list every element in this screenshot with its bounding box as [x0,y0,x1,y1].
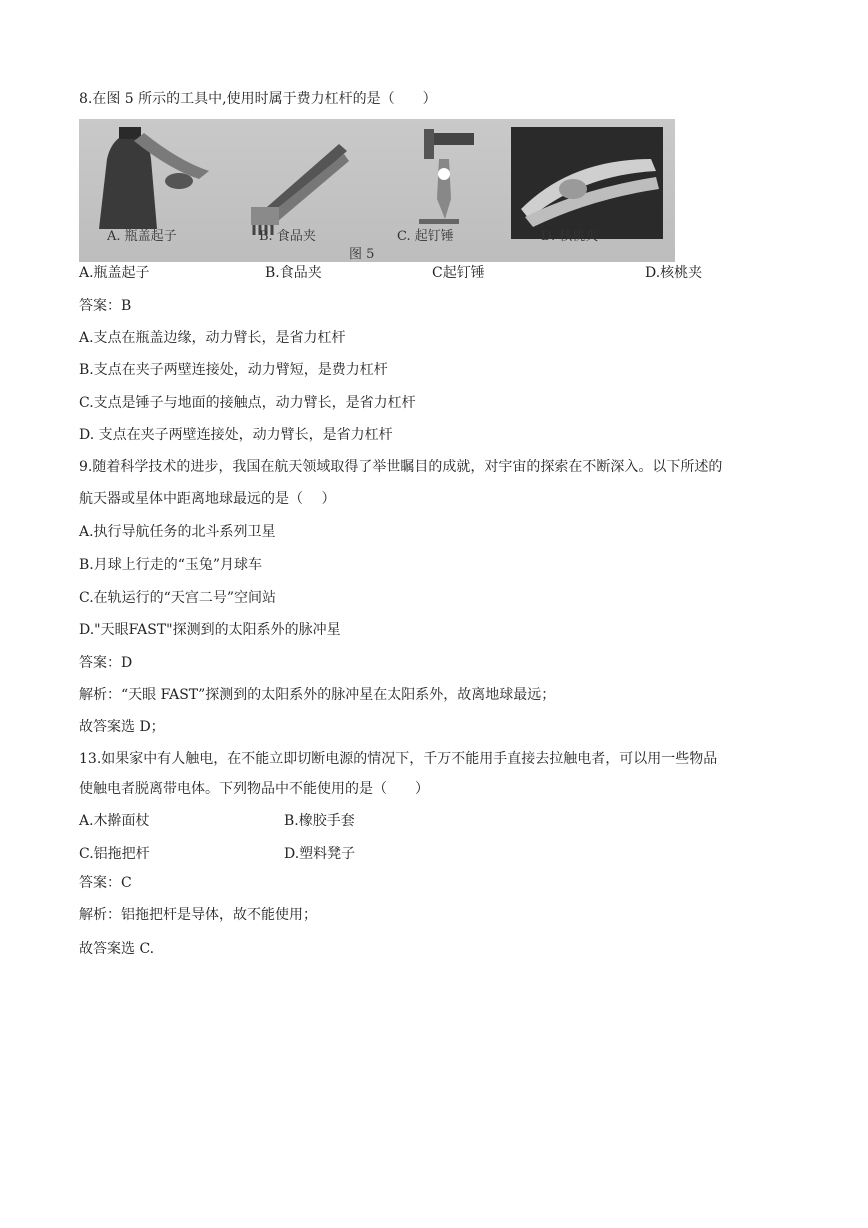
q9-stem-line2: 航天器或星体中距离地球最远的是（ ） [79,491,336,507]
q9-stem-line1: 9.随着科学技术的进步，我国在航天领域取得了举世瞩目的成就，对宇宙的探索在不断深入。以下所述的 [79,459,723,475]
figure-caption-c: C. 起钉锤 [397,229,454,244]
q8-explanation-d: D. 支点在夹子两壁连接处，动力臂长，是省力杠杆 [79,427,393,443]
q9-option-d: D."天眼FAST"探测到的太阳系外的脉冲星 [79,622,341,638]
q8-answer: 答案：B [79,298,132,314]
q8-stem: 8.在图 5 所示的工具中,使用时属于费力杠杆的是（ ） [79,91,437,107]
q13-option-b: B.橡胶手套 [284,813,355,829]
q9-conclusion: 故答案选 D； [79,719,165,735]
q9-answer: 答案：D [79,655,133,671]
figure-caption-b: B. 食品夹 [259,229,316,244]
q9-option-c: C.在轨运行的“天宫二号”空间站 [79,590,276,606]
q8-explanation-c: C.支点是锤子与地面的接触点，动力臂长，是省力杠杆 [79,395,416,411]
q8-option-b: B.食品夹 [265,265,322,281]
q13-answer: 答案：C [79,875,132,891]
q13-option-c: C.铝拖把杆 [79,846,150,862]
q13-stem-line1: 13.如果家中有人触电，在不能立即切断电源的情况下，千万不能用手直接去拉触电者，可以用一些物品 [79,751,718,767]
q13-stem-line2: 使触电者脱离带电体。下列物品中不能使用的是（ ） [79,781,429,797]
q9-analysis: 解析：“天眼 FAST”探测到的太阳系外的脉冲星在太阳系外，故离地球最远； [79,687,556,703]
q13-option-a: A.木擀面杖 [79,813,150,829]
q9-option-a: A.执行导航任务的北斗系列卫星 [79,524,276,540]
q9-option-b: B.月球上行走的“玉兔”月球车 [79,557,263,573]
q8-explanation-b: B.支点在夹子两壁连接处，动力臂短，是费力杠杆 [79,362,388,378]
q13-analysis: 解析：铝拖把杆是导体，故不能使用； [79,907,317,923]
figure-caption-d: D. 核桃夹 [541,229,599,244]
figure-label: 图 5 [349,247,375,262]
q8-explanation-a: A.支点在瓶盖边缘，动力臂长，是省力杠杆 [79,330,346,346]
q8-option-a: A.瓶盖起子 [79,265,150,281]
q13-option-d: D.塑料凳子 [284,846,356,862]
q8-figure-image [79,119,675,262]
q8-option-c: C起钉锤 [432,265,485,281]
q13-conclusion: 故答案选 C. [79,941,155,957]
figure-caption-a: A. 瓶盖起子 [107,229,177,244]
q8-option-d: D.核桃夹 [645,265,703,281]
